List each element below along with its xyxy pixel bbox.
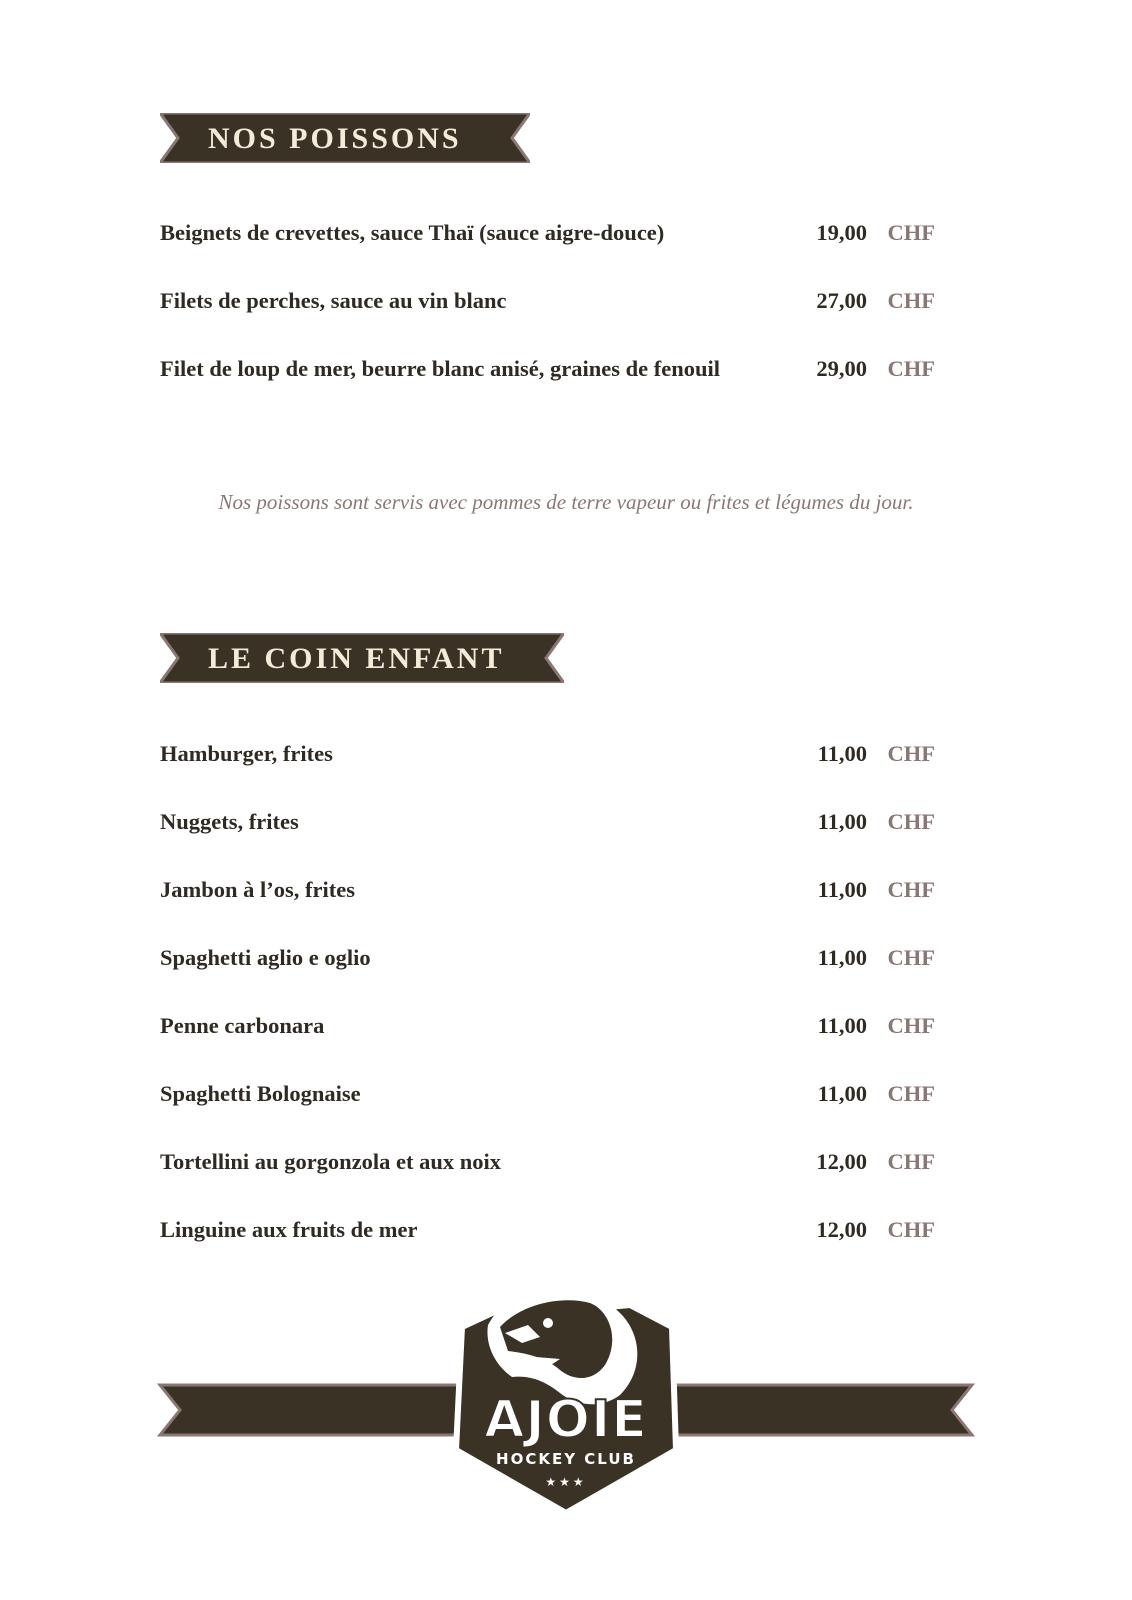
dish-price: 11,00 [817,945,867,970]
dish-price: 12,00 [816,1149,867,1174]
dish-name: Tortellini au gorgonzola et aux noix [160,1149,502,1174]
menu-item [160,218,955,286]
dish-price: 11,00 [817,1013,867,1038]
dish-name: Penne carbonara [160,1013,325,1038]
dish-name: Jambon à l’os, frites [160,877,355,902]
menu-item [160,354,955,422]
logo-main-text: AJOIE [484,1390,648,1450]
menu-item [160,739,955,807]
footer-logo-area [0,1255,1132,1515]
dish-name: Spaghetti Bolognaise [160,1081,361,1106]
dish-currency: CHF [887,1081,935,1106]
menu-list-coin-enfant [160,739,955,1283]
footer-ribbon-right [660,1385,972,1435]
section-note: Nos poissons sont servis avec pommes de terre vapeur ou frites et légumes du jour. [218,490,914,514]
dish-name: Filets de perches, sauce au vin blanc [160,288,507,313]
menu-item [160,1147,955,1215]
dish-currency: CHF [887,1217,935,1242]
dish-name: Filet de loup de mer, beurre blanc anisé, graines de fenouil [160,356,720,381]
section-banner-poissons [160,113,530,163]
logo-sub-text: HOCKEY CLUB [496,1450,636,1468]
section-banner-coin-enfant [160,633,564,683]
dish-price: 19,00 [816,220,867,245]
dish-price: 27,00 [816,288,867,313]
dish-price: 11,00 [817,1081,867,1106]
dish-currency: CHF [887,1013,935,1038]
dish-price: 12,00 [816,1217,867,1242]
dish-name: Spaghetti aglio e oglio [160,945,371,970]
menu-item [160,875,955,943]
dish-name: Linguine aux fruits de mer [160,1217,418,1242]
menu-item [160,1079,955,1147]
dish-currency: CHF [887,288,935,313]
dish-price: 11,00 [817,809,867,834]
menu-item [160,1011,955,1079]
dish-price: 29,00 [816,356,867,381]
dish-name: Beignets de crevettes, sauce Thaï (sauce aigre-douce) [160,220,665,245]
dish-name: Hamburger, frites [160,741,333,766]
dragon-shield-logo [0,1255,1132,1515]
dish-currency: CHF [887,809,935,834]
menu-list-poissons [160,218,955,422]
footer-ribbon-left [160,1385,475,1435]
menu-item [160,807,955,875]
dish-currency: CHF [887,356,935,381]
section-title: NOS POISSONS [208,122,462,155]
dish-currency: CHF [887,220,935,245]
dish-currency: CHF [887,1149,935,1174]
menu-item [160,943,955,1011]
menu-item [160,286,955,354]
dish-currency: CHF [887,741,935,766]
logo-stars: ★★★ [545,1475,587,1489]
dish-currency: CHF [887,945,935,970]
dish-price: 11,00 [817,877,867,902]
dish-currency: CHF [887,877,935,902]
dish-price: 11,00 [817,741,867,766]
section-title: LE COIN ENFANT [208,642,505,675]
dish-name: Nuggets, frites [160,809,299,834]
